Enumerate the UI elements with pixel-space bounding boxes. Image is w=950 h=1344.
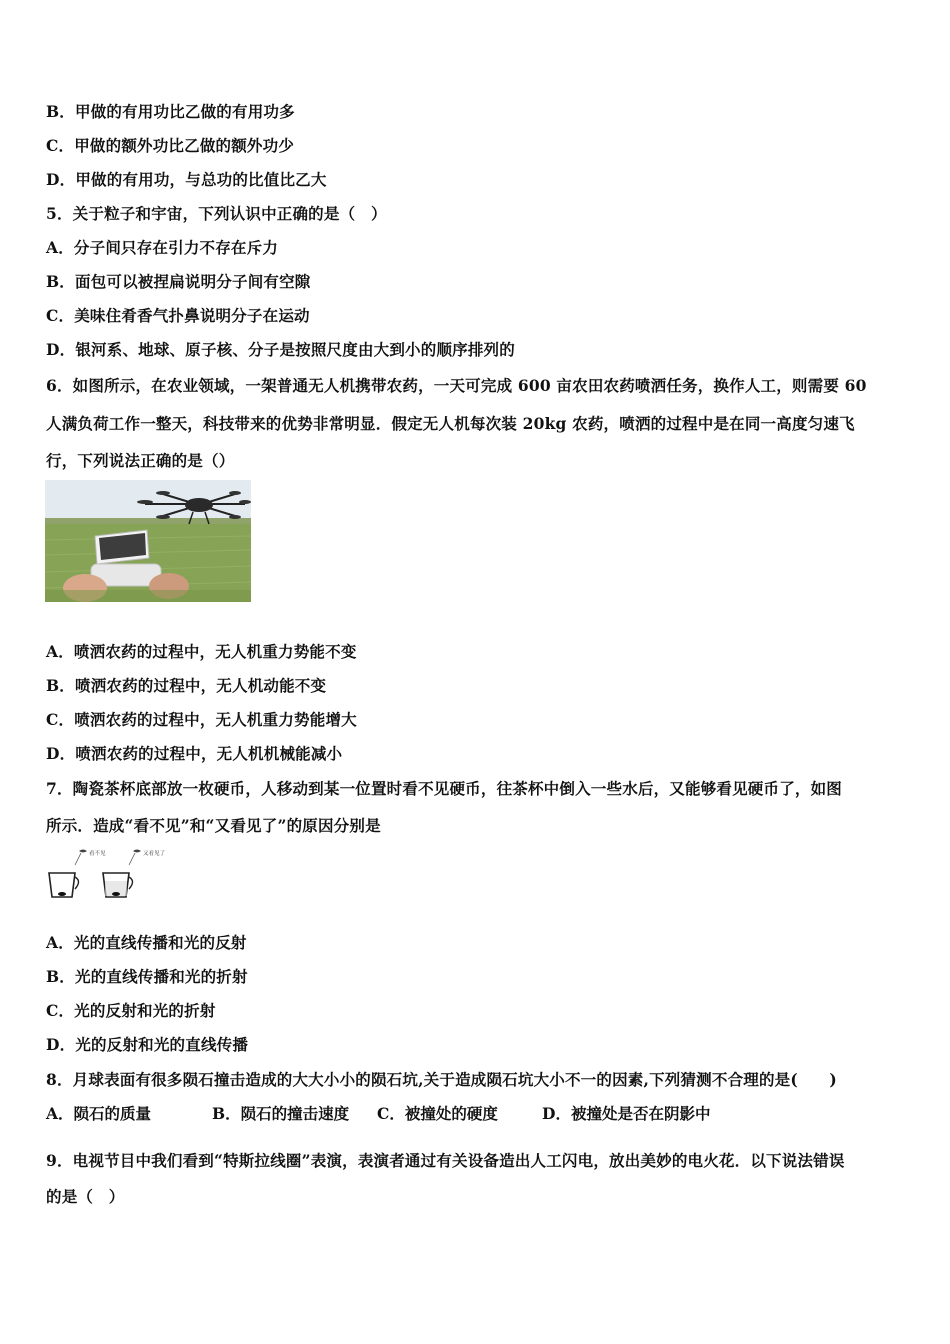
q7-option-d: D．光的反射和光的直线传播: [46, 1035, 249, 1054]
cup-icon: [49, 873, 79, 897]
q6-stem-line-2: 人满负荷工作一整天，科技带来的优势非常明显．假定无人机每次装 20kg 农药，喷洒的过程中是在同一高度匀速飞: [46, 414, 855, 433]
q8-option-b: B．陨石的撞击速度: [212, 1104, 350, 1123]
q5-stem: 5．关于粒子和宇宙，下列认识中正确的是（ ）: [46, 204, 387, 223]
q8-option-c: C．被撞处的硬度: [377, 1104, 498, 1123]
q5-option-c: C．美味住肴香气扑鼻说明分子在运动: [46, 306, 310, 325]
q6-option-d: D．喷洒农药的过程中，无人机机械能减小: [46, 744, 343, 763]
q7-stem-line-2: 所示．造成“看不见”和“又看见了”的原因分别是: [46, 816, 381, 835]
q8-option-a: A．陨石的质量: [46, 1104, 152, 1123]
drone-scene-graphic: [45, 480, 251, 602]
cup-coin-figure: [45, 845, 170, 905]
q8-option-d: D．被撞处是否在阴影中: [542, 1104, 711, 1123]
q5-option-d: D．银河系、地球、原子核、分子是按照尺度由大到小的顺序排列的: [46, 340, 515, 359]
q9-stem-line-1: 9．电视节目中我们看到“特斯拉线圈”表演，表演者通过有关设备造出人工闪电，放出美妙的电火花．以下说法错误: [46, 1151, 845, 1170]
drone-photo: [45, 480, 251, 602]
q8-stem: 8．月球表面有很多陨石撞击造成的大大小小的陨石坑,关于造成陨石坑大小不一的因素,下列猜测不合理的是( ): [46, 1070, 837, 1089]
q6-stem-line-1: 6．如图所示，在农业领域，一架普通无人机携带农药，一天可完成 600 亩农田农药喷洒任务，换作人工，则需要 60: [46, 376, 867, 395]
q4-option-d: D．甲做的有用功，与总功的比值比乙大: [46, 170, 327, 189]
cup-icon: [103, 873, 133, 897]
q4-option-c: C．甲做的额外功比乙做的额外功少: [46, 136, 295, 155]
q6-option-b: B．喷洒农药的过程中，无人机动能不变: [46, 676, 327, 695]
q7-option-a: A．光的直线传播和光的反射: [46, 933, 247, 952]
q7-option-c: C．光的反射和光的折射: [46, 1001, 216, 1020]
q4-option-b: B．甲做的有用功比乙做的有用功多: [46, 102, 295, 121]
q6-option-a: A．喷洒农药的过程中，无人机重力势能不变: [46, 642, 357, 661]
q7-option-b: B．光的直线传播和光的折射: [46, 967, 248, 986]
eye-icon: [129, 850, 141, 866]
q5-option-a: A．分子间只存在引力不存在斥力: [46, 238, 279, 257]
q7-stem-line-1: 7．陶瓷茶杯底部放一枚硬币，人移动到某一位置时看不见硬币，往茶杯中倒入一些水后，又能够看见硬币了，如图: [46, 779, 842, 798]
q9-stem-line-2: 的是（ ）: [46, 1187, 125, 1206]
q6-option-c: C．喷洒农药的过程中，无人机重力势能增大: [46, 710, 357, 729]
fig-label-left: 看不见: [89, 851, 106, 857]
q6-stem-line-3: 行，下列说法正确的是（）: [46, 451, 235, 470]
q5-option-b: B．面包可以被捏扁说明分子间有空隙: [46, 272, 311, 291]
fig-label-right: 又看见了: [143, 851, 166, 857]
eye-icon: [75, 850, 87, 866]
cups-diagram-graphic: [45, 845, 170, 905]
